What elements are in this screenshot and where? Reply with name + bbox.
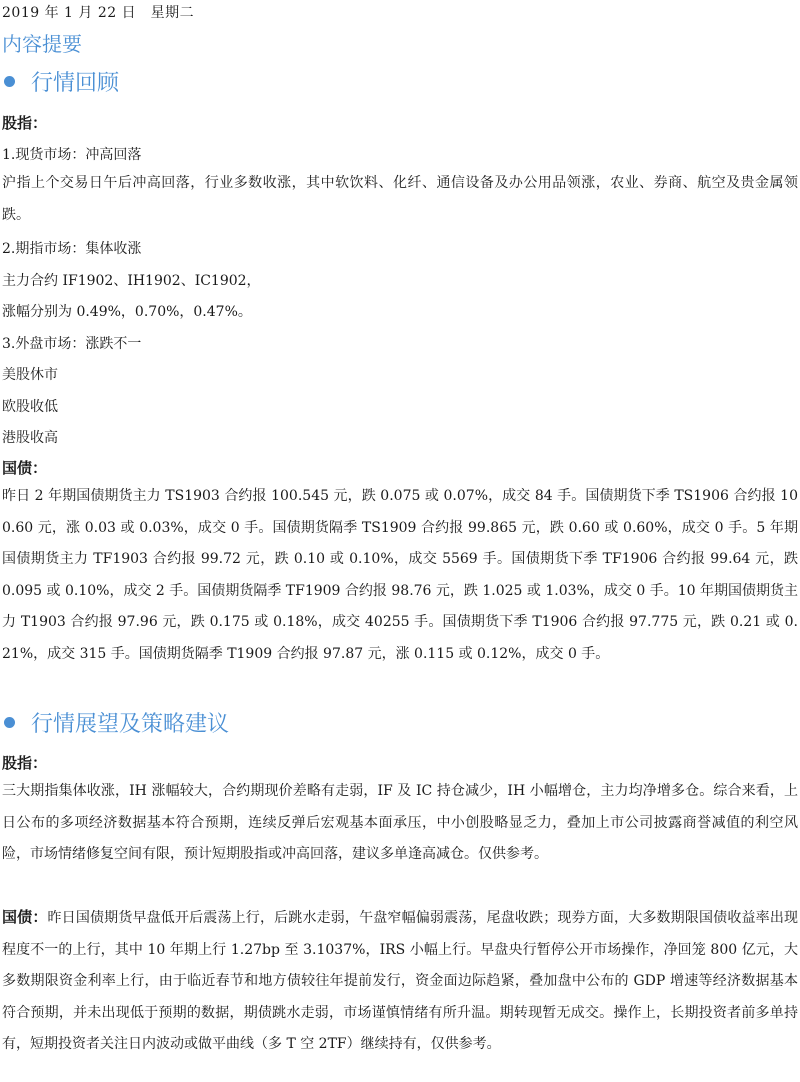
summary-title: 内容提要: [2, 32, 82, 56]
eu-stocks-status: 欧股收低: [2, 399, 58, 415]
outlook-bond-text: 昨日国债期货早盘低开后震荡上行，后跳水走弱，午盘窄幅偏弱震荡，尾盘收跌；现券方面，大多数期限国债收益率出现程度不一的上行，其中 10 年期上行 1.27bp 至 3.1037%，IRS 小幅上行。早盘央行暂停公开市场操作，净回笼 800 亿元，大多数期限资金利率上行，由于临近春节和地方债较往年提前发行，资金面边际趋紧，叠加盘中公布的 GDP 增速等经济数据基本符合预期，并未出现低于预期的数据，期债跳水走弱，市场谨慎情绪有所升温。期转现暂无成交。操作上，长期投资者前多单持有，短期投资者关注日内波动或做平曲线（多 T 空 2TF）继续持有，仅供参考。: [2, 910, 798, 1052]
outlook-stock-label: 股指：: [2, 754, 48, 772]
bond-label: 国债：: [2, 459, 48, 477]
section-outlook-heading: [4, 707, 229, 738]
bond-review-text: 昨日 2 年期国债期货主力 TS1903 合约报 100.545 元，跌 0.075 或 0.07%，成交 84 手。国债期货下季 TS1906 合约报 100.60 元，涨 0.03 或 0.03%，成交 0 手。国债期货隔季 TS1909 合约报 99.865 元，跌 0.60 或 0.60%，成交 0 手。5 年期国债期货主力 TF1903 合约报 99.72 元，跌 0.10 或 0.10%，成交 5569 手。国债期货下季 TF1906 合约报 99.64 元，跌 0.095 或 0.10%，成交 2 手。国债期货隔季 TF1909 合约报 98.76 元，跌 1.025 或 1.03%，成交 0 手。10 年期国债期货主力 T1903 合约报 97.96 元，跌 0.175 或 0.18%，成交 40255 手。国债期货下季 T1906 合约报 97.775 元，跌 0.21 或 0.21%，成交 315 手。国债期货隔季 T1909 合约报 97.87 元，涨 0.115 或 0.12%，成交 0 手。: [2, 488, 798, 662]
section-outlook-title: 行情展望及策略建议: [31, 712, 230, 737]
us-stocks-status: 美股休市: [2, 367, 58, 383]
outlook-bond-paragraph: [2, 902, 798, 1061]
hk-stocks-status: 港股收高: [2, 430, 58, 446]
overseas-market-heading: 3.外盘市场：涨跌不一: [2, 336, 142, 352]
spot-market-heading: 1.现货市场：冲高回落: [2, 147, 142, 163]
outlook-stock-text: 三大期指集体收涨，IH 涨幅较大，合约期现价差略有走弱，IF 及 IC 持仓减少，IH 小幅增仓，主力均净增多仓。综合来看，上日公布的多项经济数据基本符合预期，连续反弹后宏观基本面承压，中小创股略显乏力，叠加上市公司披露商誉减值的利空风险，市场情绪修复空间有限，预计短期股指或冲高回落，建议多单逢高减仓。仅供参考。: [2, 783, 798, 862]
outlook-bond-label: 国债：: [2, 908, 48, 926]
section-review-title: 行情回顾: [31, 71, 120, 96]
futures-contracts: 主力合约 IF1902、IH1902、IC1902，: [2, 273, 261, 289]
report-date: 2019 年 1 月 22 日 星期二: [2, 5, 195, 21]
futures-market-heading: 2.期指市场：集体收涨: [2, 241, 142, 257]
futures-changes: 涨幅分别为 0.49%，0.70%，0.47%。: [2, 304, 252, 320]
section-review-heading: [4, 66, 119, 97]
bullet-icon: [4, 76, 15, 87]
bullet-icon: [4, 717, 15, 728]
spot-market-text: 沪指上个交易日午后冲高回落，行业多数收涨，其中软饮料、化纤、通信设备及办公用品领涨，农业、券商、航空及贵金属领跌。: [2, 175, 798, 223]
stock-index-label: 股指：: [2, 114, 48, 132]
